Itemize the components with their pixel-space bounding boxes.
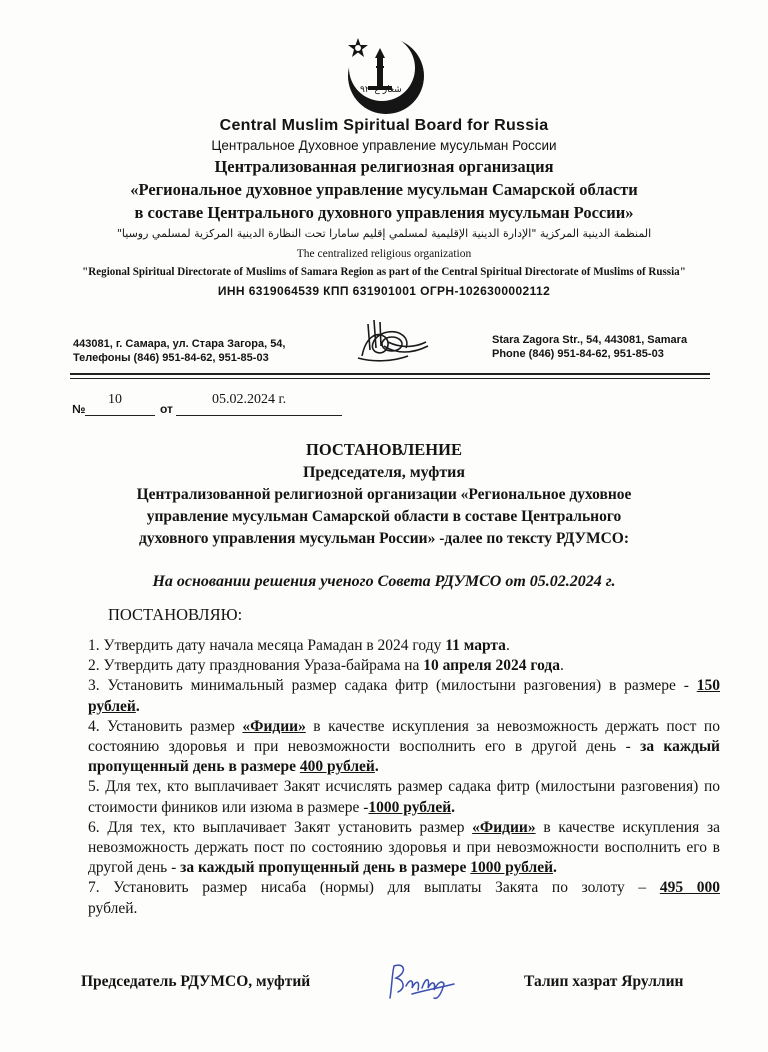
address-left [73, 337, 286, 365]
list-item: 1. Утвердить дату начала месяца Рамадан в 2024 году 11 марта. [88, 637, 510, 654]
address-right-line2: Phone (846) 951-84-62, 951-85-03 [492, 348, 664, 360]
registration-ids: ИНН 6319064539 КПП 631901001 ОГРН-1026300002112 [217, 284, 551, 298]
fidia-amount-zakat: 1000 рублей [470, 859, 554, 877]
date-underline [176, 415, 342, 416]
list-item: 6. Для тех, кто выплачивает Закят установить размер «Фидии» в качестве искупления за невозможность держать пост по состоянию здоровья и при невозможности восполнить его в другой день - за каждый пропущенный день в размере 1000 рублей. [88, 818, 720, 877]
org-name-ru: Центральное Духовное управление мусульман России [211, 138, 557, 153]
title-line-5: духовного управления мусульман России» -далее по тексту РДУМСО: [138, 530, 629, 547]
fidia-term-zakat: «Фидии» [472, 818, 536, 836]
document-number: 10 [108, 392, 122, 407]
sadaka-fitr-zakat: 1000 рублей [368, 798, 452, 816]
signatory-name: Талип хазрат Яруллин [524, 973, 684, 990]
header-divider-thin [70, 378, 710, 379]
basis-line: На основании решения ученого Совета РДУМСО от 05.02.2024 г. [152, 573, 616, 590]
crescent-logo-icon [334, 30, 434, 121]
header-line-ru-3: «Региональное духовное управление мусульман Самарской области [130, 180, 638, 199]
list-item: 3. Установить минимальный размер садака фитр (милостыни разговения) в размере - 150 рублей. [88, 677, 720, 715]
document-title: ПОСТАНОВЛЕНИЕ [306, 440, 462, 459]
eid-date: 10 апреля 2024 года [423, 657, 560, 675]
decree-items [88, 636, 720, 919]
org-name-en: Central Muslim Spiritual Board for Russia [219, 117, 549, 134]
address-right-line1: Stara Zagora Str., 54, 443081, Samara [492, 334, 688, 346]
fidia-amount: 400 рублей [299, 758, 375, 776]
nisab-gold: 495 000 [659, 879, 720, 897]
fidia-term: «Фидии» [242, 717, 306, 735]
list-item-continuation: рублей. [88, 899, 138, 917]
header-line-en-regional: "Regional Spiritual Directorate of Muslims of Samara Region as part of the Central Spiritual Directorate of Muslims of Russia" [82, 264, 686, 278]
header-line-ru-4: в составе Центрального духовного управления мусульман России» [134, 203, 634, 222]
header-line-arabic: المنظمة الدينية المركزية "الإدارة الدينية الإقليمية لمسلمي إقليم سامارا تحت النظارة الدينية المركزية لمسلمي روسيا" [116, 227, 652, 240]
ramadan-start-date: 11 марта [445, 637, 506, 654]
number-label: № [72, 402, 86, 416]
signature-icon [382, 958, 462, 1009]
document-date: 05.02.2024 г. [212, 392, 287, 407]
title-line-2: Председателя, муфтия [302, 464, 466, 481]
sadaka-fitr-min: 150 рублей [88, 677, 720, 715]
signature-title: Председатель РДУМСО, муфтий [81, 973, 311, 990]
title-line-4: управление мусульман Самарской области в составе Центрального [146, 508, 622, 525]
address-left-line2: Телефоны (846) 951-84-62, 951-85-03 [73, 352, 269, 364]
header-line-en-cro: The centralized religious organization [296, 248, 472, 260]
number-underline [85, 415, 155, 416]
document-number-line [72, 392, 362, 420]
list-item: 5. Для тех, кто выплачивает Закят исчислять размер садака фитр (милостыни разговения) по стоимости фиников или изюма в размере -1000 рублей. [88, 778, 720, 816]
title-line-3: Централизованной религиозной организации «Региональное духовное [136, 486, 632, 503]
address-left-line1: 443081, г. Самара, ул. Стара Загора, 54, [73, 338, 286, 350]
address-right [492, 333, 687, 361]
list-item: 4. Установить размер «Фидии» в качестве искупления за невозможность держать пост по состоянию здоровья и при невозможности восполнить его в другой день - за каждый пропущенный день в размере 400 рублей. [88, 717, 720, 776]
tughra-icon [348, 316, 434, 371]
from-label: от [160, 402, 173, 416]
logo-caption: شعار ع٩٢٠ [360, 85, 402, 95]
list-item: 2. Утвердить дату празднования Ураза-байрама на 10 апреля 2024 года. [88, 657, 564, 675]
decree-heading: ПОСТАНОВЛЯЮ: [108, 605, 243, 624]
header-divider-thick [70, 373, 710, 375]
list-item: 7. Установить размер нисаба (нормы) для выплаты Закята по золоту – 495 000 [88, 879, 720, 897]
header-line-ru-2: Централизованная религиозная организация [214, 157, 554, 176]
